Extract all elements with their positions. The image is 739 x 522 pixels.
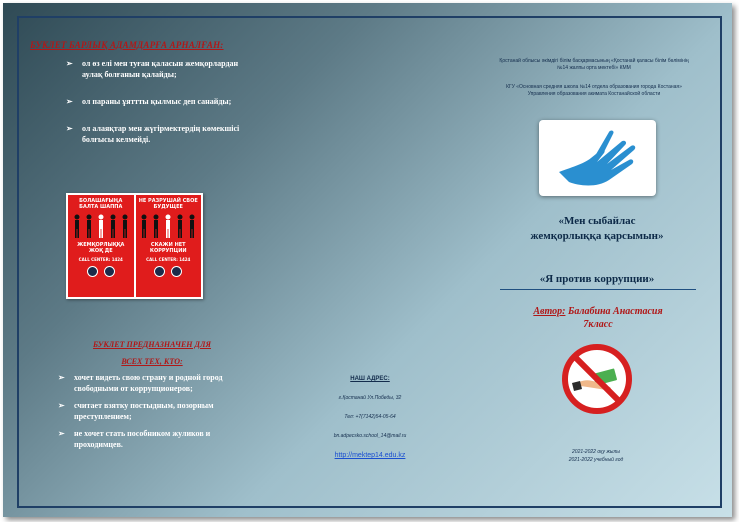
author-name: Балабина Анастасия bbox=[565, 306, 663, 317]
emblem-icon bbox=[171, 266, 182, 277]
arrow-bullet-icon: ➢ bbox=[66, 97, 73, 106]
poster-ru bbox=[136, 195, 202, 297]
ru-audience-list bbox=[58, 372, 258, 456]
address-title: НАШ АДРЕС: bbox=[350, 376, 390, 382]
people-figures-icon bbox=[70, 213, 132, 239]
title-kz bbox=[492, 214, 702, 244]
list-item bbox=[58, 372, 258, 394]
list-item bbox=[58, 428, 258, 450]
list-item-text: ол алаяқтар мен жүгірмектердің көмекшісі болғысы келмейді. bbox=[82, 124, 240, 144]
kz-audience-list bbox=[66, 58, 256, 161]
author-block bbox=[500, 305, 696, 331]
website-link[interactable]: http://mektep14.edu.kz bbox=[334, 452, 406, 459]
list-item-text: ол параны ұяттты қылмыс деп санайды; bbox=[82, 97, 232, 106]
list-item bbox=[58, 400, 258, 422]
title-ru: «Я против коррупции» bbox=[539, 273, 655, 285]
org-name-ru: КГУ «Основная средняя школа №14 отдела образования города Костаная» Управления образования акимата Костанайской области bbox=[506, 84, 682, 97]
author-class: 7класс bbox=[583, 319, 613, 330]
no-bribe-icon bbox=[554, 343, 640, 415]
arrow-bullet-icon: ➢ bbox=[66, 124, 73, 133]
kz-audience-title: БУКЛЕТ БАРЛЫҚ АДАМДАРҒА АРНАЛҒАН: bbox=[30, 40, 224, 50]
address-phone: Тел: +7(7142)54-05-64 bbox=[344, 414, 396, 420]
anti-corruption-posters bbox=[66, 193, 203, 299]
org-name-kz: Қостанай облысы әкімдігі білім басқармасының «Қостанай қаласы білім бөлімінің №14 жалпы орта мектебі» КММ bbox=[499, 58, 689, 71]
arrow-bullet-icon: ➢ bbox=[66, 59, 73, 68]
emblem-icon bbox=[154, 266, 165, 277]
poster-kz-call-center: CALL CENTER: 1424 bbox=[78, 257, 123, 262]
title-divider bbox=[500, 289, 696, 290]
ru-audience-title-line2: ВСЕХ ТЕХ, КТО: bbox=[121, 357, 183, 366]
poster-kz bbox=[68, 195, 134, 297]
list-item bbox=[66, 123, 256, 145]
people-figures-icon bbox=[138, 213, 200, 239]
school-organization bbox=[496, 58, 692, 98]
title-kz-line2: жемқорлыққа қарсымын» bbox=[530, 230, 664, 242]
ru-audience-title-line1: БУКЛЕТ ПРЕДНАЗНАЧЕН ДЛЯ bbox=[93, 340, 211, 349]
poster-ru-slogan: СКАЖИ НЕТ КОРРУПЦИИ bbox=[149, 242, 187, 254]
address-street: г.Қостанай Ул.Победы, 32 bbox=[338, 395, 402, 401]
author-label: Автор: bbox=[533, 306, 566, 317]
list-item-text: не хочет стать пособником жуликов и проходимцев. bbox=[74, 429, 211, 449]
school-address-block bbox=[296, 376, 444, 459]
emblem-icon bbox=[104, 266, 115, 277]
title-kz-line1: «Мен сыбайлас bbox=[558, 215, 636, 227]
list-item bbox=[66, 58, 256, 80]
list-item-text: хочет видеть свою страну и родной город свободными от коррупционеров; bbox=[74, 373, 223, 393]
year-kz: 2021-2022 оқу жылы bbox=[572, 449, 620, 455]
poster-ru-top-text: НЕ РАЗРУШАЙ СВОЕ БУДУЩЕЕ bbox=[138, 198, 198, 210]
address-email: bn.adpecsko.school_14@mail.ru bbox=[333, 433, 407, 439]
poster-kz-slogan: ЖЕМҚОРЛЫҚҚА ЖОҚ ДЕ bbox=[77, 242, 125, 254]
poster-logos bbox=[138, 266, 200, 277]
poster-logos bbox=[70, 266, 132, 277]
anti-corruption-hand-icon bbox=[539, 120, 656, 196]
poster-ru-call-center: CALL CENTER: 1424 bbox=[146, 257, 191, 262]
emblem-icon bbox=[87, 266, 98, 277]
poster-kz-top-text: БОЛАШАҒЫҢА БАЛТА ШАППА bbox=[79, 198, 123, 210]
ru-audience-title bbox=[52, 336, 252, 370]
list-item-text: ол өз елі мен туған қаласын жемқорлардан аулақ болғанын қалайды; bbox=[82, 59, 239, 79]
academic-year bbox=[536, 448, 656, 464]
year-ru: 2021-2022 учебный год bbox=[568, 457, 624, 463]
list-item-text: считает взятку постыдным, позорным преступлением; bbox=[74, 401, 214, 421]
arrow-bullet-icon: ➢ bbox=[58, 401, 65, 410]
list-item bbox=[66, 96, 256, 107]
arrow-bullet-icon: ➢ bbox=[58, 373, 65, 382]
arrow-bullet-icon: ➢ bbox=[58, 429, 65, 438]
